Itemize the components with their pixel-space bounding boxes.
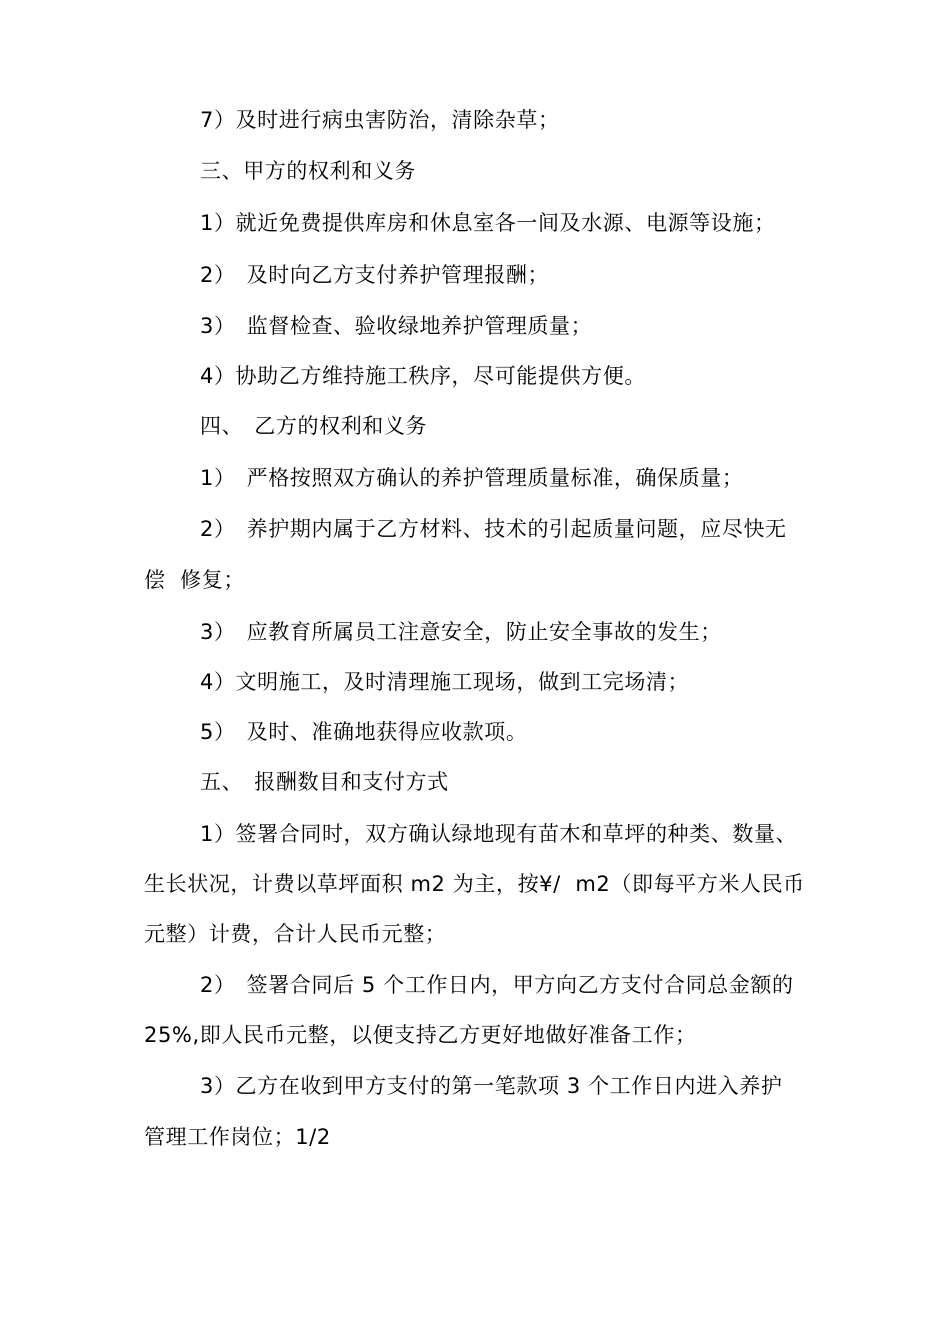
- text-line: 2） 养护期内属于乙方材料、技术的引起质量问题，应尽快无: [200, 517, 787, 541]
- text-line: 4）协助乙方维持施工秩序，尽可能提供方便。: [200, 364, 646, 388]
- section-heading: 五、 报酬数目和支付方式: [200, 770, 449, 794]
- text-line: 1）就近免费提供库房和休息室各一间及水源、电源等设施；: [200, 211, 776, 235]
- text-line: 3） 应教育所属员工注意安全，防止安全事故的发生；: [200, 620, 722, 644]
- text-line: 偿 修复；: [144, 568, 245, 592]
- text-line: 2） 及时向乙方支付养护管理报酬；: [200, 263, 550, 287]
- text-line: 4）文明施工，及时清理施工现场，做到工完场清；: [200, 670, 690, 694]
- text-line: 3）乙方在收到甲方支付的第一笔款项 3 个工作日内进入养护: [200, 1074, 783, 1098]
- text-line: 1）签署合同时，双方确认绿地现有苗木和草坪的种类、数量、: [200, 822, 798, 846]
- text-line: 元整）计费，合计人民币元整；: [144, 922, 447, 946]
- text-line: 7）及时进行病虫害防治，清除杂草；: [200, 108, 560, 132]
- text-line: 生长状况，计费以草坪面积 m2 为主，按¥/ m2（即每平方米人民币: [144, 872, 805, 896]
- section-heading: 四、 乙方的权利和义务: [200, 414, 428, 438]
- text-line: 5） 及时、准确地获得应收款项。: [200, 720, 528, 744]
- text-line: 1） 严格按照双方确认的养护管理质量标准，确保质量；: [200, 466, 744, 490]
- text-line: 管理工作岗位；1/2: [144, 1125, 331, 1149]
- section-heading: 三、甲方的权利和义务: [200, 159, 416, 183]
- text-line: 25%,即人民币元整，以便支持乙方更好地做好准备工作；: [144, 1023, 697, 1047]
- text-line: 3） 监督检查、验收绿地养护管理质量；: [200, 314, 593, 338]
- text-line: 2） 签署合同后 5 个工作日内，甲方向乙方支付合同总金额的: [200, 973, 794, 997]
